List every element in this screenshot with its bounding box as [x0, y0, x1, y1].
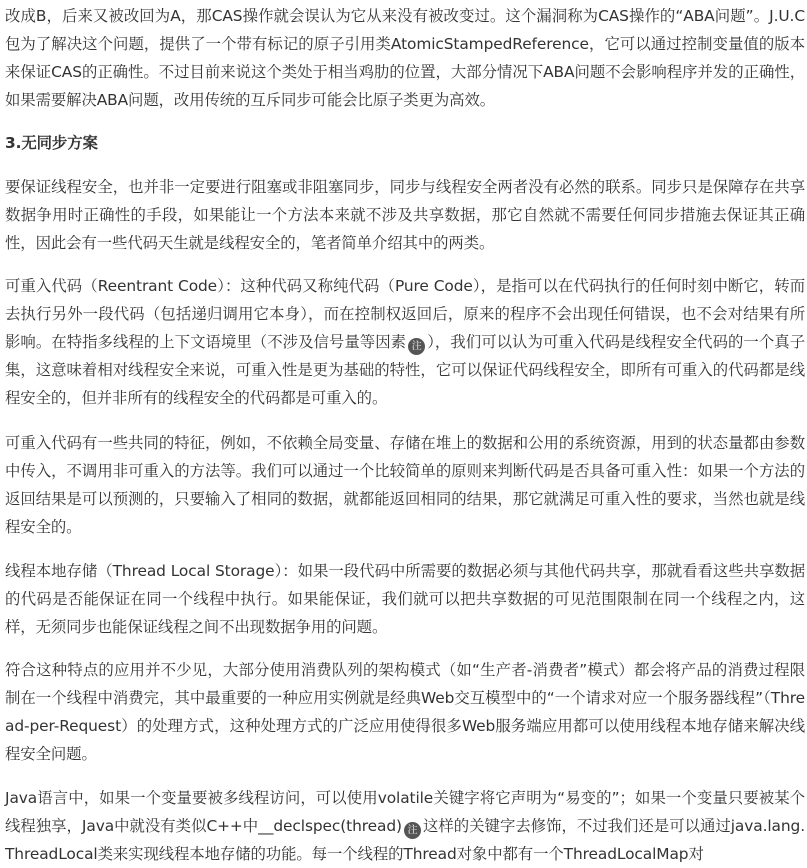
paragraph-no-sync-intro: 要保证线程安全，也并非一定要进行阻塞或非阻塞同步，同步与线程安全两者没有必然的联系。同步只是保障存在共享数据争用时正确性的手段，如果能让一个方法本来就不涉及共享数据，那它自然就不需要任何同步措施去保证其正确性，因此会有一些代码天生就是线程安全的，笔者简单介绍其中的两类。	[5, 178, 805, 252]
paragraph-text: ），我们可以认为可重入代码是线程安全代码的一个真子集，这意味着相对线程安全来说，可重入性是更为基础的特性，它可以保证代码线程安全，即所有可重入的代码都是线程安全的，但并非所有的线程安全的代码都是可重入的。	[5, 333, 805, 407]
paragraph-thread-local-storage: 线程本地存储（Thread Local Storage）：如果一段代码中所需要的数据必须与其他代码共享，那就看看这些共享数据的代码是否能保证在同一个线程中执行。如果能保证，我们就可以把共享数据的可见范围限制在同一个线程之内，这样，无须同步也能保证线程之间不出现数据争用的问题。	[5, 562, 805, 636]
paragraph-text: 这样的关键字去修饰，不过我们还是可以通过java.lang.ThreadLocal类来实现线程本地存储的功能。每一个线程的Thread对象中都有一个ThreadLocalMap对	[5, 817, 806, 863]
paragraph-thread-per-request: 符合这种特点的应用并不少见，大部分使用消费队列的架构模式（如“生产者-消费者”模式）都会将产品的消费过程限制在一个线程中消费完，其中最重要的一种应用实例就是经典Web交互模型中的“一个请求对应一个服务器线程”（Thread-per-Request）的处理方式，这种处理方式的广泛应用使得很多Web服务端应用都可以使用线程本地存储来解决线程安全问题。	[5, 661, 805, 763]
section-heading: 3.无同步方案	[5, 134, 98, 152]
paragraph-reentrant-features: 可重入代码有一些共同的特征，例如，不依赖全局变量、存储在堆上的数据和公用的系统资源，用到的状态量都由参数中传入，不调用非可重入的方法等。我们可以通过一个比较简单的原则来判断代码是否具备可重入性：如果一个方法的返回结果是可以预测的，只要输入了相同的数据，就都能返回相同的结果，那它就满足可重入性的要求，当然也就是线程安全的。	[5, 434, 805, 536]
paragraph-reentrant-code	[5, 272, 805, 412]
paragraph-text: Java语言中，如果一个变量要被多线程访问，可以使用volatile关键字将它声明为“易变的”；如果一个变量只要被某个线程独享，Java中就没有类似C++中__declspec(thread)	[5, 789, 805, 835]
paragraph-aba-problem: 改成B，后来又被改回为A，那CAS操作就会误认为它从来没有被改变过。这个漏洞称为CAS操作的“ABA问题”。J.U.C包为了解决这个问题，提供了一个带有标记的原子引用类AtomicStampedReference，它可以通过控制变量值的版本来保证CAS的正确性。不过目前来说这个类处于相当鸡肋的位置，大部分情况下ABA问题不会影响程序并发的正确性，如果需要解决ABA问题，改用传统的互斥同步可能会比原子类更为高效。	[5, 7, 805, 109]
paragraph-java-threadlocal	[5, 784, 805, 868]
footnote-icon[interactable]: 注	[404, 822, 421, 839]
paragraph-text: 可重入代码（Reentrant Code）：这种代码又称纯代码（Pure Code），是指可以在代码执行的任何时刻中断它，转而去执行另外一段代码（包括递归调用它本身），而在控制权返回后，原来的程序不会出现任何错误，也不会对结果有所影响。在特指多线程的上下文语境里（不涉及信号量等因素	[5, 277, 805, 351]
footnote-icon[interactable]: 注	[408, 338, 425, 355]
